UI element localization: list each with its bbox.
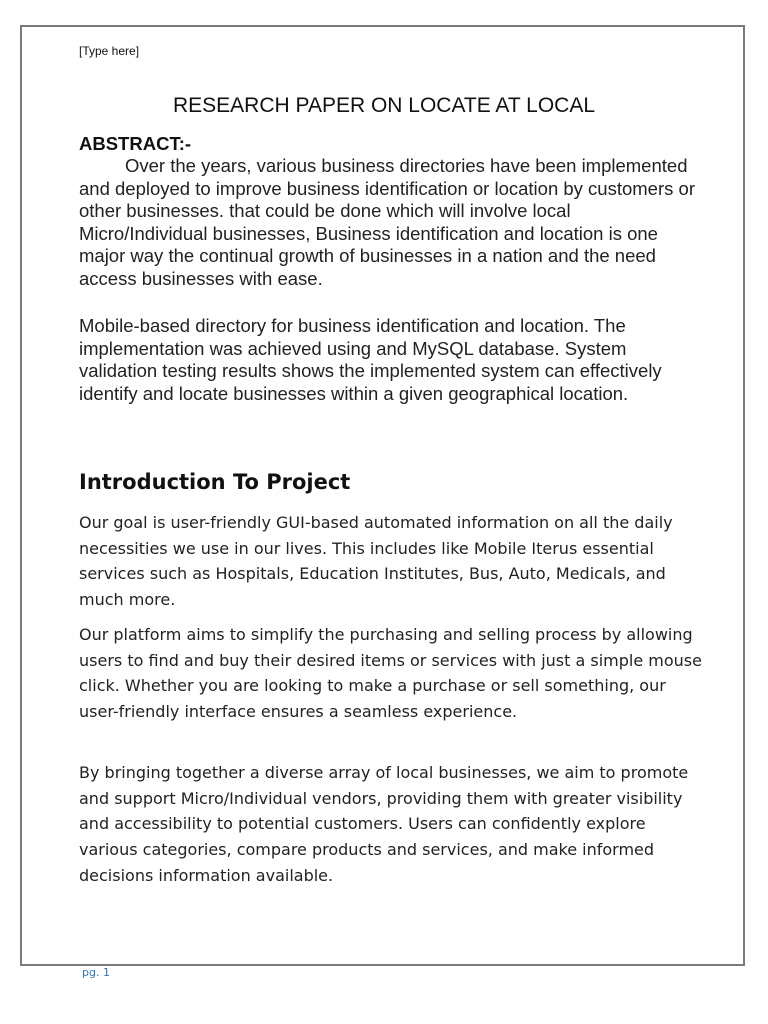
introduction-paragraph-1: Our goal is user-friendly GUI-based automated information on all the daily necessities we use in our lives. This includes like Mobile Iterus essential services such as Hospitals, Education Institutes, Bus, Auto, Medicals, and much more. bbox=[79, 513, 673, 610]
header-placeholder[interactable]: [Type here] bbox=[79, 44, 140, 58]
introduction-paragraph-3: By bringing together a diverse array of local businesses, we aim to promote and support Micro/Individual vendors, providing them with greater visibility and accessibility to potential customers. Users can confidently explore various categories, compare products and services, and make informed decisions information available. bbox=[79, 763, 689, 885]
page-number: pg. 1 bbox=[82, 966, 110, 979]
abstract-paragraph-1: Over the years, various business directories have been implemented and deployed to improve business identification or location by customers or other businesses. that could be done which will involve local Micro/Individual businesses, Business identification and location is one major way the continual growth of businesses in a nation and the need access businesses with ease. bbox=[79, 155, 695, 289]
introduction-paragraph-2: Our platform aims to simplify the purchasing and selling process by allowing users to find and buy their desired items or services with just a simple mouse click. Whether you are looking to make a purchase or sell something, our user-friendly interface ensures a seamless experience. bbox=[79, 625, 702, 722]
document-title: RESEARCH PAPER ON LOCATE AT LOCAL bbox=[172, 94, 596, 117]
abstract-heading: ABSTRACT:- bbox=[79, 133, 192, 154]
abstract-paragraph-2: Mobile-based directory for business identification and location. The implementation was achieved using and MySQL database. System validation testing results shows the implemented system can effectively identify and locate businesses within a given geographical location. bbox=[79, 315, 662, 404]
introduction-heading: Introduction To Project bbox=[79, 470, 351, 494]
